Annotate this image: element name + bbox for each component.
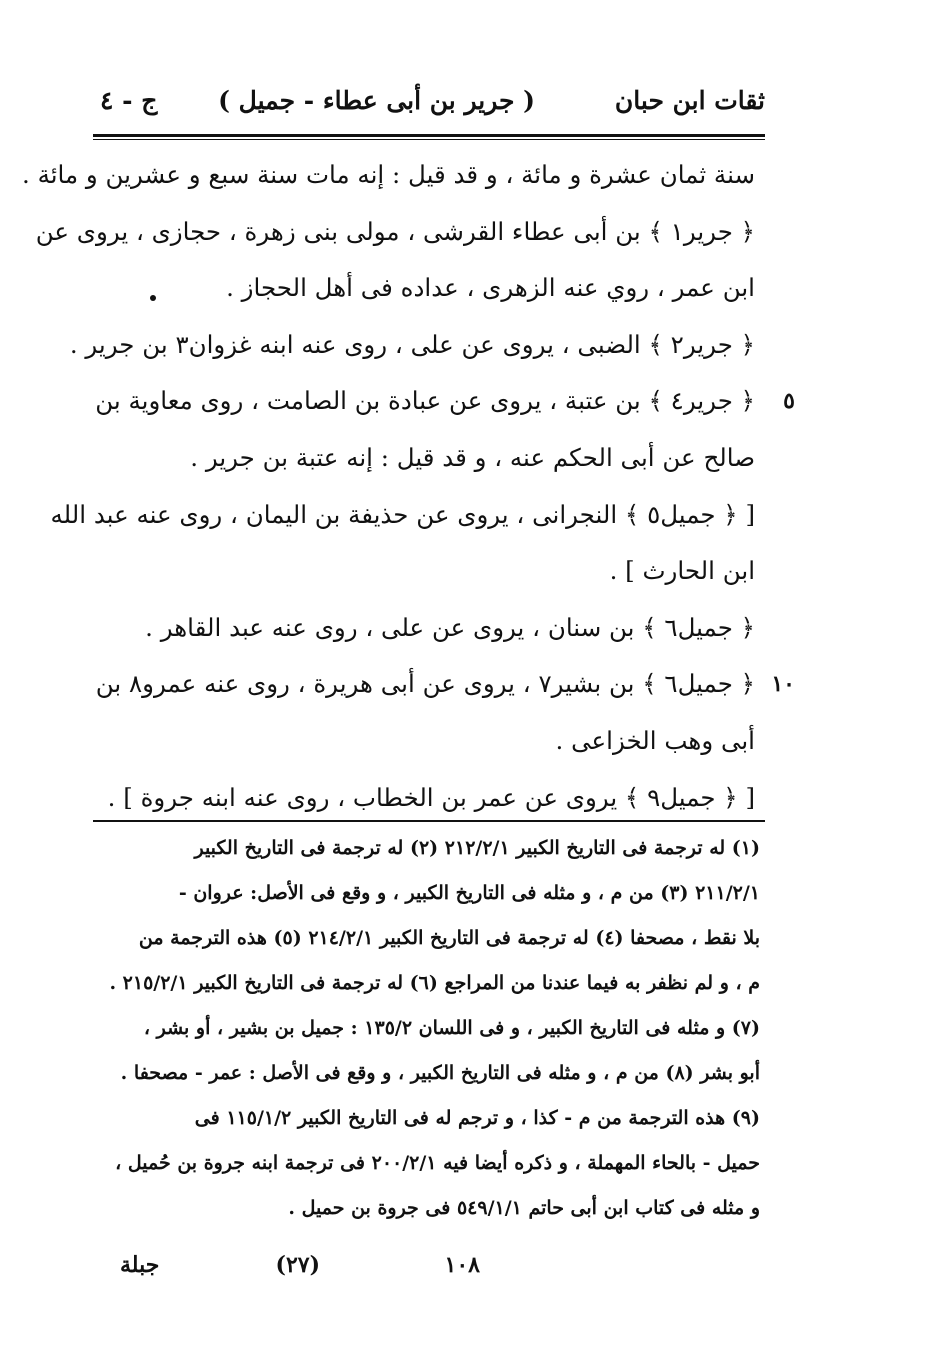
page-number: ١٠٨: [444, 1252, 480, 1278]
volume-label: ج - ٤: [100, 86, 158, 115]
line-number: ١٠: [771, 671, 795, 698]
footnotes: [105, 826, 760, 1231]
text-line: [35, 207, 755, 264]
line-text: [ ﴿ جميل٩ ﴾ يروى عن عمر بن الخطاب ، روى عنه ابنه جروة ] .: [107, 782, 755, 812]
text-line: [105, 263, 755, 320]
ink-dot: [150, 295, 156, 301]
line-text: ﴿ جرير٢ ﴾ الضبى ، يروى عن على ، روى عنه ابنه غزوان٣ بن جرير .: [69, 329, 755, 359]
footnote-line: حميل - بالحاء المهملة ، و ذكره أيضا فيه ٢٠٠/٢/١ فى ترجمة ابنه جروة بن حُميل ،: [115, 1152, 760, 1174]
text-line: [50, 490, 755, 547]
catchword: جبلة: [120, 1252, 160, 1278]
text-line: [105, 433, 755, 490]
footnote-line: م ، و لم نظفر به فيما عندنا من المراجع (٦) له ترجمة فى التاريخ الكبير ٢١٥/٢/١ .: [109, 972, 760, 994]
footnote-line: بلا نقط ، مصحفا (٤) له ترجمة فى التاريخ الكبير ٢١٤/٢/١ (٥) هذه الترجمة من: [138, 927, 760, 949]
text-line: [105, 603, 755, 660]
line-text: ابن عمر ، روي عنه الزهرى ، عداده فى أهل الحجاز .: [226, 273, 755, 303]
line-text: سنة ثمان عشرة و مائة ، و قد قيل : إنه مات سنة سبع و عشرين و مائة .: [22, 160, 755, 189]
line-text: ﴿ جميل٦ ﴾ بن بشير٧ ، يروى عن أبى هريرة ، روى عنه عمرو٨ بن: [95, 669, 755, 699]
line-text: أبى وهب الخزاعى .: [555, 725, 755, 755]
line-text: صالح عن أبى الحكم عنه ، و قد قيل : إنه عتبة بن جرير .: [190, 442, 755, 472]
header-rule-thick: [93, 134, 765, 137]
header-rule-thin: [93, 139, 765, 140]
text-line: [95, 659, 795, 716]
text-line: [22, 150, 755, 207]
text-line: [105, 546, 755, 603]
page-footer: [120, 1252, 480, 1292]
footnote-line: (٩) هذه الترجمة من م - كذا ، و ترجم له فى التاريخ الكبير ١١٥/١/٢ فى: [194, 1107, 760, 1129]
main-text: [22, 150, 795, 829]
line-text: ابن الحارث ] .: [609, 556, 755, 586]
page-header: [95, 78, 765, 134]
footnote-rule: [93, 820, 765, 822]
text-line: [105, 716, 755, 773]
footnote-line: و مثله فى كتاب ابن أبى حاتم ٥٤٩/١/١ فى جروة بن حميل .: [288, 1197, 760, 1219]
line-text: ﴿ جميل٦ ﴾ بن سنان ، يروى عن على ، روى عنه عبد القاهر .: [145, 612, 755, 642]
line-number: ٥: [783, 388, 795, 415]
footnote-line: أبو بشر (٨) من م ، و مثله فى التاريخ الكبير ، و وقع فى الأصل : عمر - مصحفا .: [120, 1062, 760, 1084]
line-text: ﴿ جرير١ ﴾ بن أبى عطاء القرشى ، مولى بنى زهرة ، حجازى ، يروى عن: [35, 216, 755, 246]
footnote-line: ٢١١/٢/١ (٣) من م ، و مثله فى التاريخ الكبير ، و وقع فى الأصل: عروان -: [178, 882, 760, 904]
section-title: ( جرير بن أبى عطاء - جميل ): [218, 86, 535, 115]
signature-mark: (٢٧): [275, 1252, 320, 1278]
footnote-line: (١) له ترجمة فى التاريخ الكبير ٢١٢/٢/١ (٢) له ترجمة فى التاريخ الكبير: [194, 837, 760, 859]
text-line: [69, 320, 755, 377]
footnote-line: (٧) و مثله فى التاريخ الكبير ، و فى اللسان ١٣٥/٢ : جميل بن بشير ، أو بشر ،: [143, 1017, 760, 1039]
line-text: [ ﴿ جميل٥ ﴾ النجرانى ، يروى عن حذيفة بن اليمان ، روى عنه عبد الله: [50, 499, 755, 529]
book-title: ثقات ابن حبان: [614, 86, 765, 115]
line-text: ﴿ جرير٤ ﴾ بن عتبة ، يروى عن عبادة بن الصامت ، روى معاوية بن: [95, 386, 755, 416]
text-line: [95, 376, 795, 433]
